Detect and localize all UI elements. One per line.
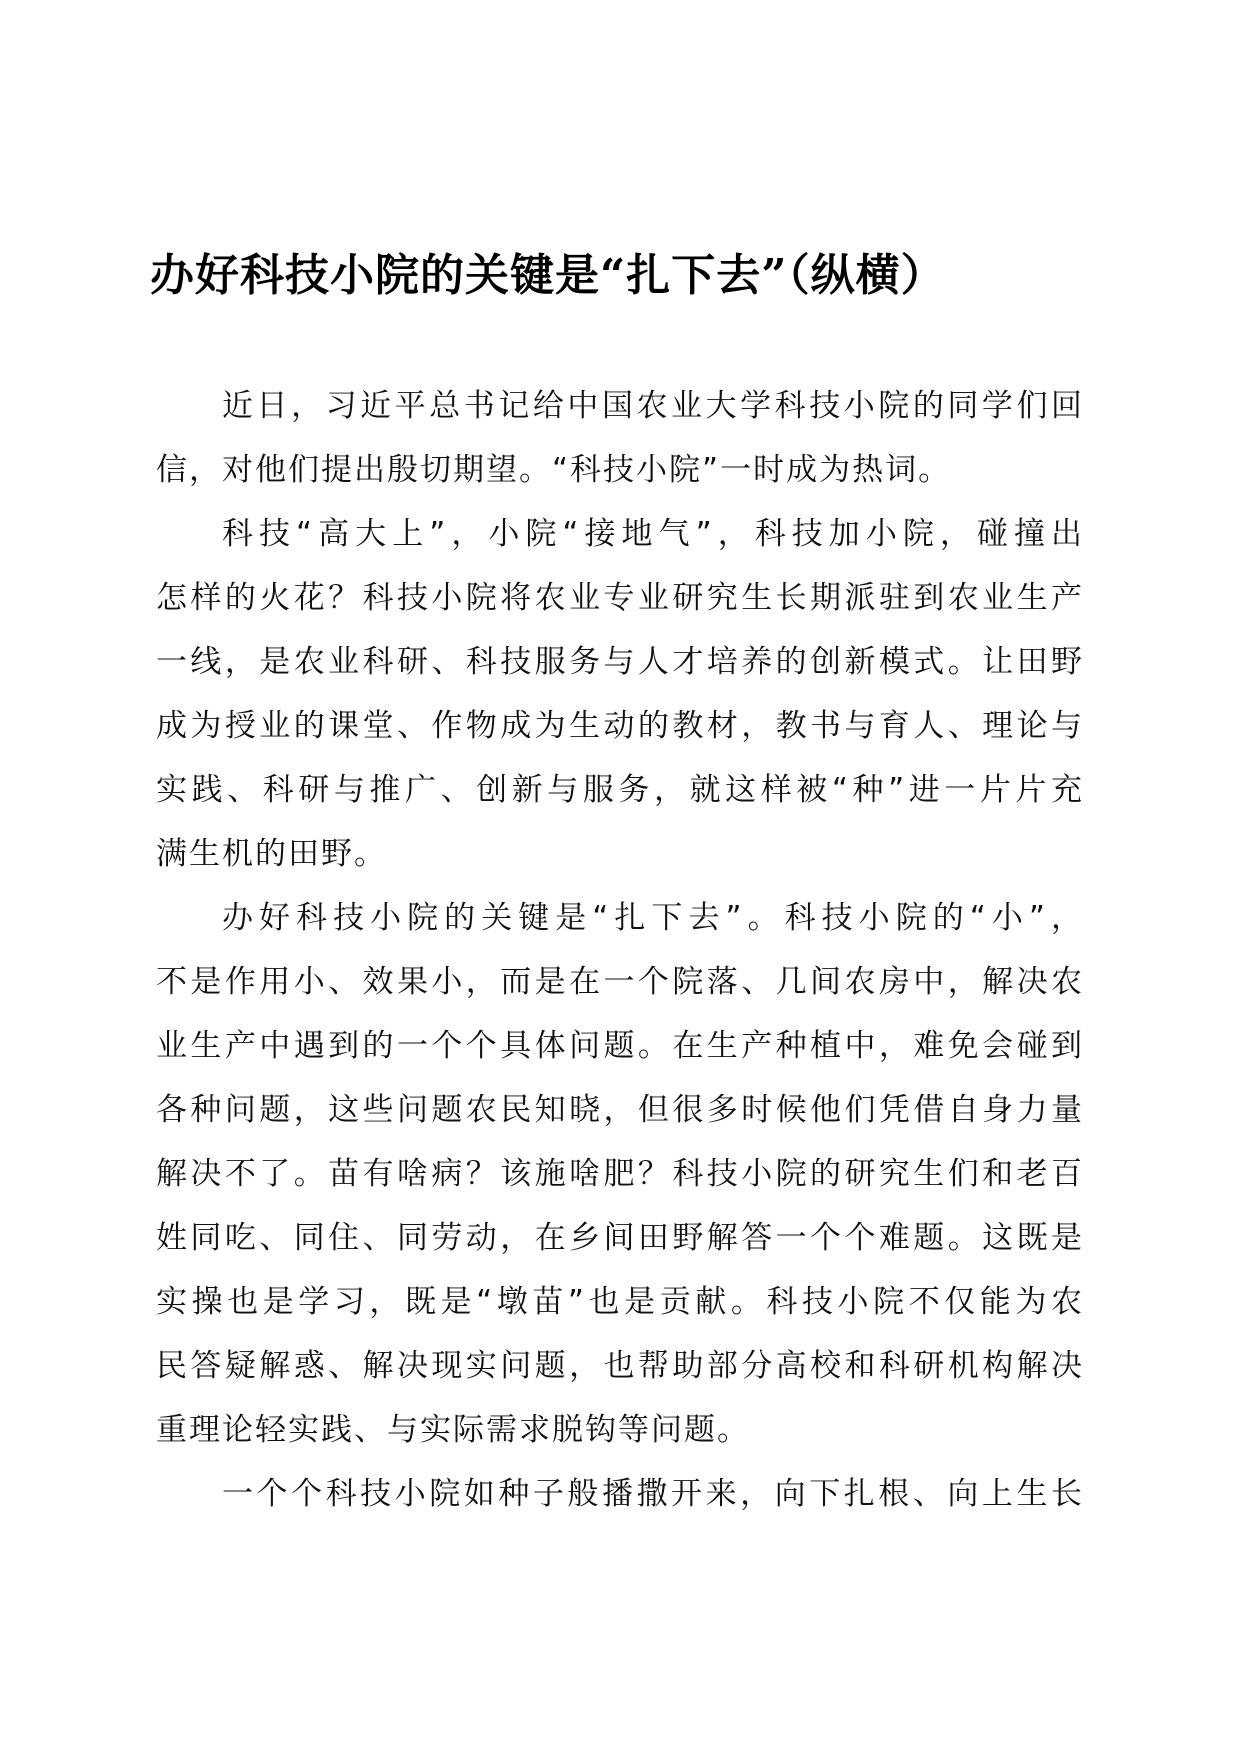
article-body bbox=[156, 374, 1084, 1526]
body-line: 解决不了。苗有啥病？该施啥肥？科技小院的研究生们和老百 bbox=[156, 1156, 1084, 1192]
body-line: 各种问题，这些问题农民知晓，但很多时候他们凭借自身力量 bbox=[156, 1092, 1084, 1128]
body-line: 实操也是学习，既是“墩苗”也是贡献。科技小院不仅能为农 bbox=[156, 1284, 1084, 1320]
body-line: 怎样的火花？科技小院将农业专业研究生长期派驻到农业生产 bbox=[156, 580, 1084, 616]
body-line: 业生产中遇到的一个个具体问题。在生产种植中，难免会碰到 bbox=[156, 1028, 1084, 1064]
body-line: 信，对他们提出殷切期望。“科技小院”一时成为热词。 bbox=[156, 452, 952, 488]
article-title: 办好科技小院的关键是“扎下去”（纵横） bbox=[150, 250, 946, 301]
body-line: 民答疑解惑、解决现实问题，也帮助部分高校和科研机构解决 bbox=[156, 1348, 1084, 1384]
body-line: 成为授业的课堂、作物成为生动的教材，教书与育人、理论与 bbox=[156, 708, 1084, 744]
body-line: 办好科技小院的关键是“扎下去”。科技小院的“小”， bbox=[222, 900, 1084, 936]
body-line: 重理论轻实践、与实际需求脱钩等问题。 bbox=[156, 1412, 750, 1448]
body-line: 一个个科技小院如种子般播撒开来，向下扎根、向上生长 bbox=[222, 1476, 1084, 1512]
body-line: 一线，是农业科研、科技服务与人才培养的创新模式。让田野 bbox=[156, 644, 1084, 680]
body-line: 满生机的田野。 bbox=[156, 836, 387, 872]
body-line: 近日，习近平总书记给中国农业大学科技小院的同学们回 bbox=[222, 388, 1084, 424]
body-line: 姓同吃、同住、同劳动，在乡间田野解答一个个难题。这既是 bbox=[156, 1220, 1084, 1256]
body-line: 实践、科研与推广、创新与服务，就这样被“种”进一片片充 bbox=[156, 772, 1084, 808]
body-line: 不是作用小、效果小，而是在一个院落、几间农房中，解决农 bbox=[156, 964, 1084, 1000]
body-line: 科技“高大上”，小院“接地气”，科技加小院，碰撞出 bbox=[222, 516, 1084, 552]
